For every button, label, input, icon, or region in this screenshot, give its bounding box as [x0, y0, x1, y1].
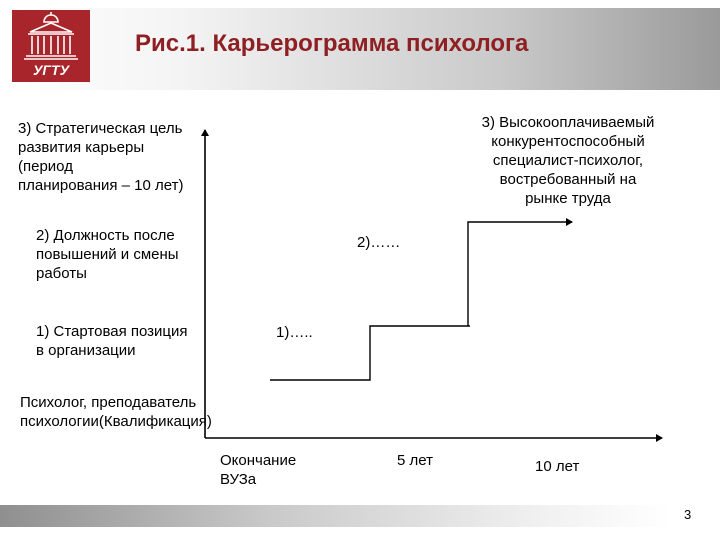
- step-two-label: 2)……: [357, 234, 401, 251]
- goal-line: 3) Стратегическая цель: [18, 120, 183, 137]
- position-line: работы: [36, 265, 87, 282]
- graduation-label: [220, 451, 296, 489]
- step-one-label: 1)…..: [276, 324, 313, 341]
- strategic-goal-label: [18, 119, 183, 195]
- start-line: в организации: [36, 342, 136, 359]
- graduation-line: ВУЗа: [220, 471, 257, 488]
- target-line: 3) Высокооплачиваемый: [481, 114, 655, 131]
- target-line: рынке труда: [525, 190, 611, 207]
- start-position-label: [36, 322, 188, 360]
- start-line: 1) Стартовая позиция: [36, 323, 188, 340]
- goal-line: планирования – 10 лет): [18, 177, 184, 194]
- footer-band: [0, 505, 670, 527]
- five-years-label: 5 лет: [397, 452, 433, 469]
- qualification-label: [20, 393, 212, 431]
- logo-text: УГТУ: [32, 62, 70, 78]
- slide-title: Рис.1. Карьерограмма психолога: [135, 30, 529, 57]
- position-line: 2) Должность после: [36, 227, 175, 244]
- graduation-line: Окончание: [220, 452, 297, 469]
- target-label: [443, 113, 693, 208]
- target-line: конкурентоспособный: [491, 133, 645, 150]
- career-step-line-upper: [468, 222, 572, 326]
- target-line: специалист-психолог,: [492, 152, 644, 169]
- page-number: 3: [684, 507, 692, 522]
- goal-line: развития карьеры: [18, 139, 145, 156]
- qualification-line: Психолог, преподаватель: [20, 394, 197, 411]
- qualification-line: психологии(Квалификация): [20, 413, 212, 430]
- position-label: [36, 226, 179, 283]
- ten-years-label: 10 лет: [535, 458, 580, 475]
- position-line: повышений и смены: [36, 246, 179, 263]
- target-line: востребованный на: [499, 171, 637, 188]
- goal-line: (период: [18, 158, 73, 175]
